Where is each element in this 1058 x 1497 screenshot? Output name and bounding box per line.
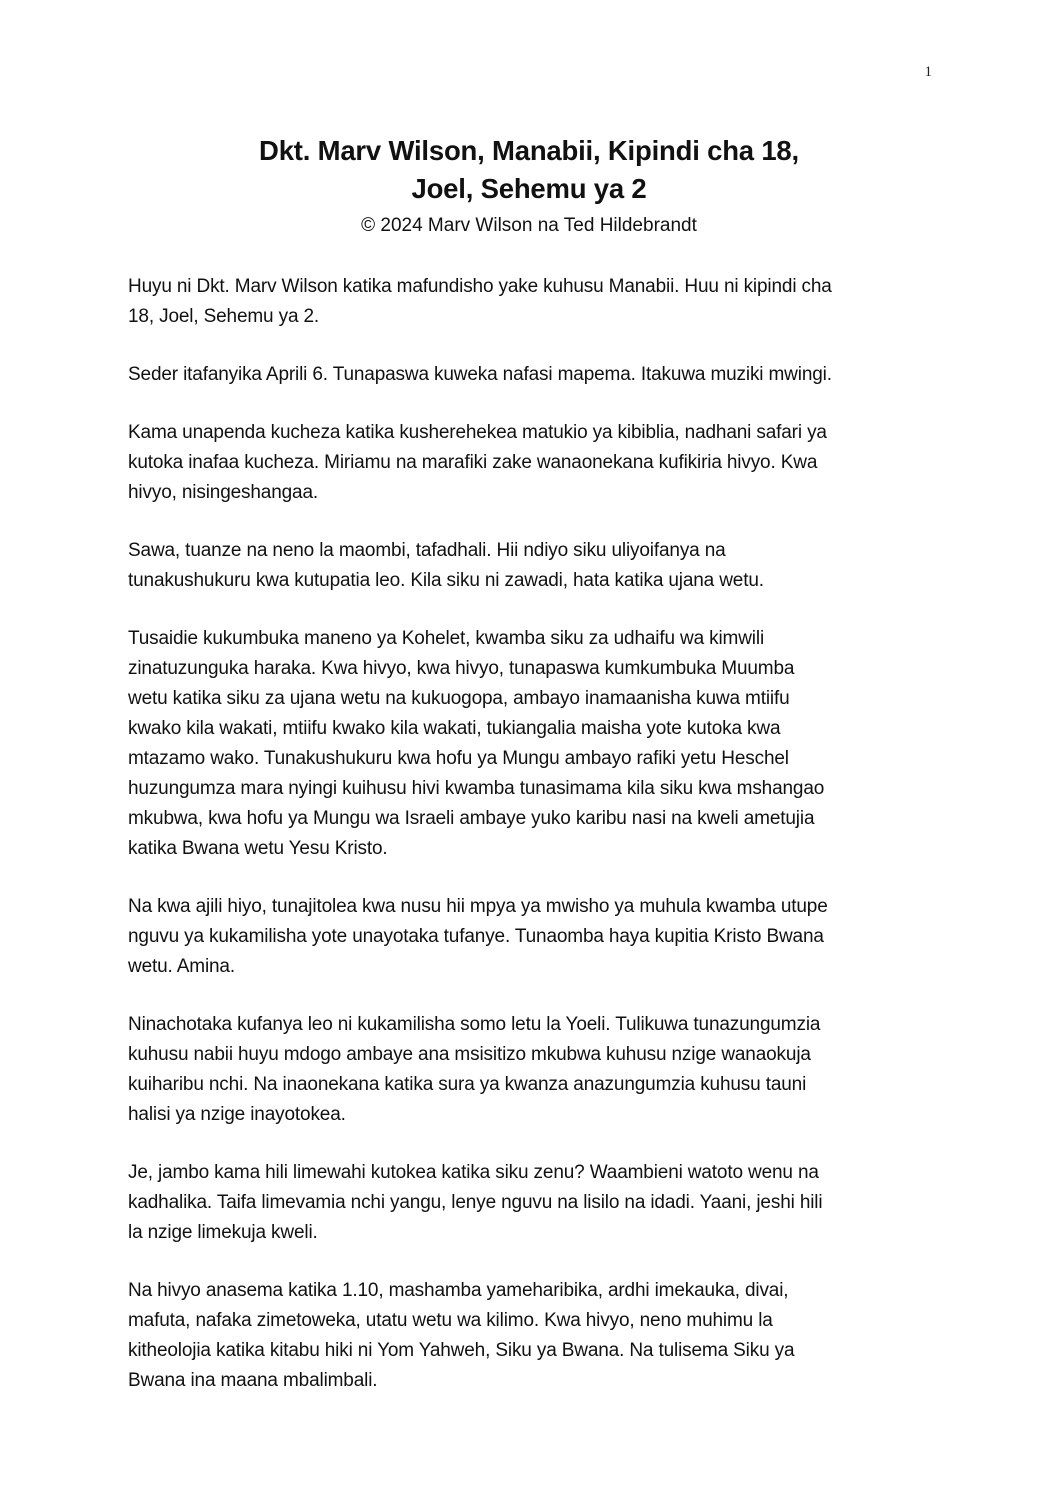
- body-paragraph: [128, 1158, 940, 1248]
- paragraph-line: wetu. Amina.: [128, 956, 235, 977]
- paragraph-line: mafuta, nafaka zimetoweka, utatu wetu wa kilimo. Kwa hivyo, neno muhimu la: [128, 1310, 773, 1331]
- paragraph-line: kitheolojia katika kitabu hiki ni Yom Yahweh, Siku ya Bwana. Na tulisema Siku ya: [128, 1340, 795, 1361]
- paragraph-line: Tusaidie kukumbuka maneno ya Kohelet, kwamba siku za udhaifu wa kimwili: [128, 628, 765, 649]
- paragraph-line: Bwana ina maana mbalimbali.: [128, 1370, 378, 1391]
- paragraph-line: zinatuzunguka haraka. Kwa hivyo, kwa hivyo, tunapaswa kumkumbuka Muumba: [128, 658, 795, 679]
- paragraph-line: halisi ya nzige inayotokea.: [128, 1104, 346, 1125]
- body-paragraph: [128, 360, 940, 390]
- body-paragraph: [128, 418, 940, 508]
- document-header: [0, 132, 1058, 240]
- paragraph-line: mkubwa, kwa hofu ya Mungu wa Israeli ambaye yuko karibu nasi na kweli ametujia: [128, 808, 815, 829]
- paragraph-line: mtazamo wako. Tunakushukuru kwa hofu ya Mungu ambayo rafiki yetu Heschel: [128, 748, 789, 769]
- document-body: [128, 272, 940, 1424]
- body-paragraph: [128, 1010, 940, 1130]
- copyright-notice: © 2024 Marv Wilson na Ted Hildebrandt: [361, 215, 697, 236]
- paragraph-line: Huyu ni Dkt. Marv Wilson katika mafundisho yake kuhusu Manabii. Huu ni kipindi cha: [128, 276, 832, 297]
- body-paragraph: [128, 624, 940, 864]
- body-paragraph: [128, 272, 940, 332]
- document-title-line-1: Dkt. Marv Wilson, Manabii, Kipindi cha 18,: [259, 135, 799, 166]
- paragraph-line: Na hivyo anasema katika 1.10, mashamba yameharibika, ardhi imekauka, divai,: [128, 1280, 789, 1301]
- document-title-line-2: Joel, Sehemu ya 2: [411, 173, 647, 204]
- paragraph-line: Je, jambo kama hili limewahi kutokea katika siku zenu? Waambieni watoto wenu na: [128, 1162, 819, 1183]
- paragraph-line: wetu katika siku za ujana wetu na kukuogopa, ambayo inamaanisha kuwa mtiifu: [128, 688, 790, 709]
- paragraph-line: Sawa, tuanze na neno la maombi, tafadhali. Hii ndiyo siku uliyoifanya na: [128, 540, 726, 561]
- paragraph-line: Seder itafanyika Aprili 6. Tunapaswa kuweka nafasi mapema. Itakuwa muziki mwingi.: [128, 364, 832, 385]
- paragraph-line: kadhalika. Taifa limevamia nchi yangu, lenye nguvu na lisilo na idadi. Yaani, jeshi hili: [128, 1192, 823, 1213]
- body-paragraph: [128, 1276, 940, 1396]
- paragraph-line: 18, Joel, Sehemu ya 2.: [128, 306, 320, 327]
- paragraph-line: kuhusu nabii huyu mdogo ambaye ana msisitizo mkubwa kuhusu nzige wanaokuja: [128, 1044, 811, 1065]
- paragraph-line: tunakushukuru kwa kutupatia leo. Kila siku ni zawadi, hata katika ujana wetu.: [128, 570, 764, 591]
- paragraph-line: kwako kila wakati, mtiifu kwako kila wakati, tukiangalia maisha yote kutoka kwa: [128, 718, 781, 739]
- paragraph-line: Kama unapenda kucheza katika kusherehekea matukio ya kibiblia, nadhani safari ya: [128, 422, 827, 443]
- paragraph-line: kuiharibu nchi. Na inaonekana katika sura ya kwanza anazungumzia kuhusu tauni: [128, 1074, 807, 1095]
- paragraph-line: kutoka inafaa kucheza. Miriamu na marafiki zake wanaonekana kufikiria hivyo. Kwa: [128, 452, 818, 473]
- page-number: 1: [924, 64, 932, 80]
- paragraph-line: la nzige limekuja kweli.: [128, 1222, 318, 1243]
- paragraph-line: katika Bwana wetu Yesu Kristo.: [128, 838, 388, 859]
- paragraph-line: Ninachotaka kufanya leo ni kukamilisha somo letu la Yoeli. Tulikuwa tunazungumzia: [128, 1014, 821, 1035]
- paragraph-line: nguvu ya kukamilisha yote unayotaka tufanye. Tunaomba haya kupitia Kristo Bwana: [128, 926, 824, 947]
- paragraph-line: hivyo, nisingeshangaa.: [128, 482, 319, 503]
- paragraph-line: Na kwa ajili hiyo, tunajitolea kwa nusu hii mpya ya mwisho ya muhula kwamba utupe: [128, 896, 828, 917]
- body-paragraph: [128, 536, 940, 596]
- paragraph-line: huzungumza mara nyingi kuihusu hivi kwamba tunasimama kila siku kwa mshangao: [128, 778, 825, 799]
- body-paragraph: [128, 892, 940, 982]
